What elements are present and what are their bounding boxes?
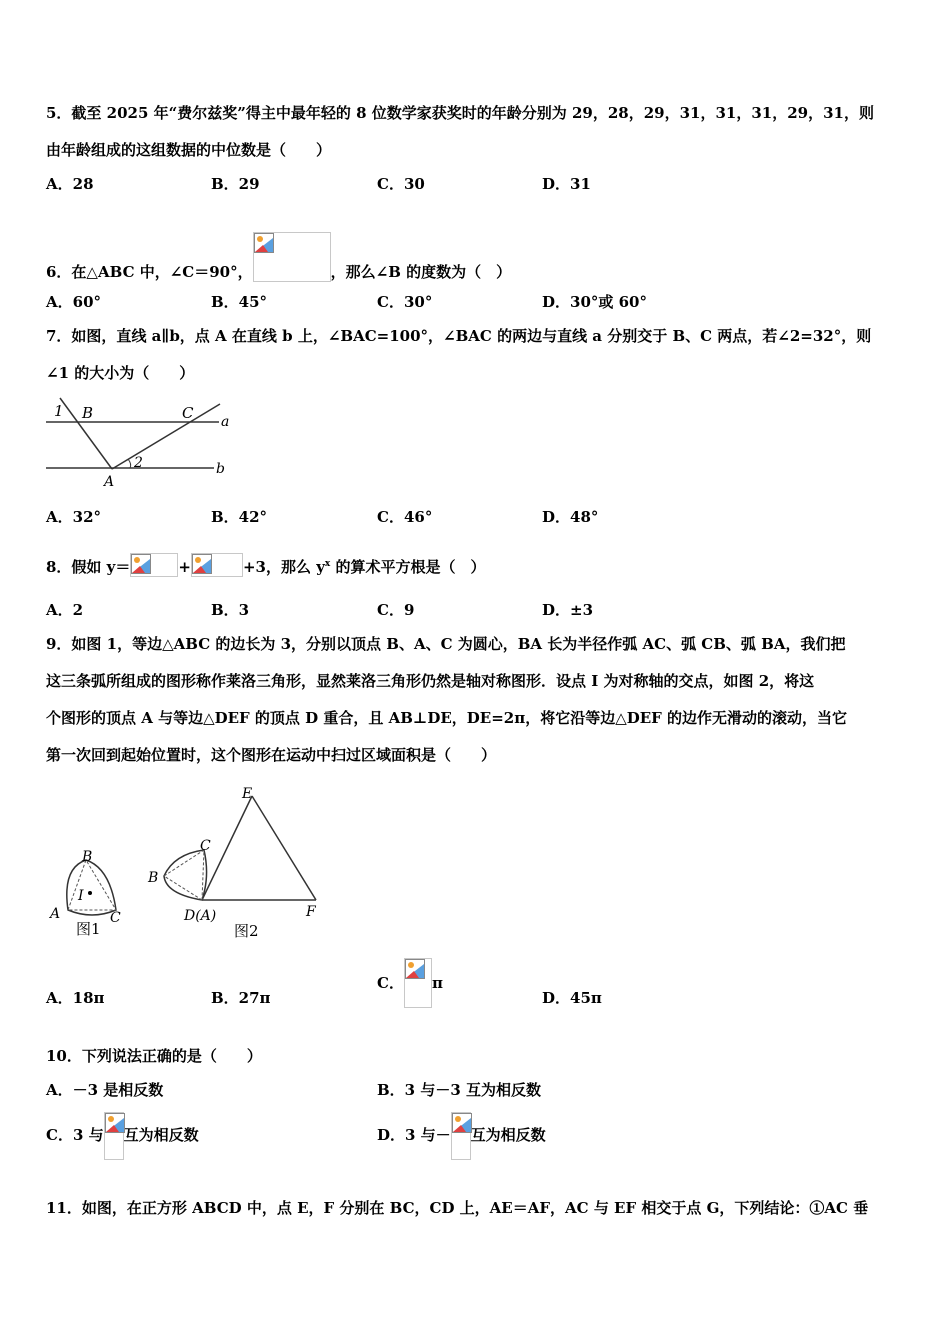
fig1-caption: 图1 (76, 920, 101, 938)
label-angle2: 2 (134, 455, 143, 471)
fig1-label-c: C (110, 910, 121, 926)
q10-option-a: A．－3 是相反数 (46, 1081, 164, 1099)
q8-option-c: C．9 (377, 601, 415, 619)
q8-option-b: B．3 (211, 601, 250, 619)
q5-option-c: C．30 (377, 175, 425, 193)
q8-formula-image-2 (191, 553, 243, 577)
q8-option-d: D．±3 (542, 601, 594, 619)
q8-superscript: x (324, 559, 331, 569)
broken-image-icon (192, 554, 212, 574)
q9-line3: 个图形的顶点 A 与等边△DEF 的顶点 D 重合，且 AB⊥DE，DE=2π，将它沿等边△DEF 的边作无滑动的滚动，当它 (46, 709, 848, 727)
q8-suffix-post: 的算术平方根是（ ） (330, 558, 486, 576)
q5-option-a: A．28 (46, 175, 94, 193)
q9-option-c-suffix: π (431, 974, 443, 992)
q5-option-d: D．31 (542, 175, 591, 193)
q9-option-b: B．27π (211, 989, 271, 1007)
q10-option-d-post: 互为相反数 (470, 1126, 546, 1144)
point-i (88, 891, 92, 895)
q9-option-c-image (404, 958, 432, 1008)
fig1-label-a: A (50, 906, 61, 922)
q10-option-d-image (451, 1112, 471, 1160)
broken-image-icon (131, 554, 151, 574)
q7-option-c: C．46° (377, 508, 433, 526)
q7-line2: ∠1 的大小为（ ） (46, 364, 195, 382)
broken-image-icon (105, 1113, 125, 1133)
label-angle1: 1 (54, 402, 64, 420)
q8-suffix-pre: +3，那么 y (242, 558, 325, 576)
label-line-a: a (221, 414, 230, 430)
angle2-arc (128, 459, 131, 468)
fig2-label-e: E (242, 786, 253, 802)
q6-suffix: ，那么∠B 的度数为（ ） (330, 263, 512, 281)
q7-line1: 7．如图，直线 a∥b，点 A 在直线 b 上，∠BAC=100°，∠BAC 的两边与直线 a 分别交于 B、C 两点，若∠2=32°，则 (46, 327, 872, 345)
q11-line1: 11．如图，在正方形 ABCD 中，点 E，F 分别在 BC，CD 上，AE＝AF，AC 与 EF 相交于点 G，下列结论：①AC 垂 (46, 1199, 869, 1217)
q6-option-d: D．30°或 60° (542, 293, 647, 311)
q9-option-c (377, 958, 443, 1008)
q10-option-d-pre: D．3 与－ (377, 1126, 451, 1144)
fig1-label-b: B (82, 849, 93, 865)
q7-option-d: D．48° (542, 508, 599, 526)
q9-figure2 (144, 784, 326, 942)
q9-option-d: D．45π (542, 989, 602, 1007)
q10-stem: 10．下列说法正确的是（ ） (46, 1047, 262, 1065)
q6-option-b: B．45° (211, 293, 268, 311)
broken-image-icon (405, 959, 425, 979)
q10-option-d (377, 1110, 546, 1160)
inner-triangle-dashed-2 (164, 850, 204, 900)
q6-formula-image (253, 232, 331, 282)
q8-prefix: 8．假如 y＝ (46, 558, 131, 576)
q6-option-c: C．30° (377, 293, 433, 311)
q9-option-c-label: C． (377, 974, 404, 992)
q7-option-b: B．42° (211, 508, 268, 526)
broken-image-icon (452, 1113, 472, 1133)
q10-option-c (46, 1110, 199, 1160)
segment-ef (252, 796, 316, 900)
q10-option-c-post: 互为相反数 (123, 1126, 199, 1144)
fig2-label-d: D(A) (184, 908, 217, 924)
q9-line2: 这三条弧所组成的图形称作莱洛三角形，显然莱洛三角形仍然是轴对称图形．设点 I 为对称轴的交点，如图 2，将这 (46, 672, 815, 690)
label-line-b: b (216, 461, 225, 477)
q7-option-a: A．32° (46, 508, 102, 526)
fig2-label-c: C (200, 838, 211, 854)
q7-figure (44, 396, 234, 490)
q8-stem (46, 553, 486, 577)
q6-option-a: A．60° (46, 293, 102, 311)
q5-line1: 5．截至 2025 年“费尔兹奖”得主中最年轻的 8 位数学家获奖时的年龄分别为 29，28，29，31，31，31，29，31，则 (46, 104, 874, 122)
q10-option-c-pre: C．3 与 (46, 1126, 104, 1144)
q8-formula-image-1 (130, 553, 178, 577)
q10-option-b: B．3 与－3 互为相反数 (377, 1081, 541, 1099)
q9-option-a: A．18π (46, 989, 105, 1007)
fig2-label-f: F (306, 904, 316, 920)
label-c: C (182, 404, 194, 422)
q6-prefix: 6．在△ABC 中，∠C＝90°， (46, 263, 253, 281)
q6-stem (46, 232, 511, 282)
q5-option-b: B．29 (211, 175, 260, 193)
q8-plus: + (178, 558, 191, 576)
q9-line4: 第一次回到起始位置时，这个图形在运动中扫过区域面积是（ ） (46, 746, 497, 764)
label-b: B (82, 404, 94, 422)
fig1-label-i: I (78, 888, 84, 904)
fig2-label-b: B (148, 870, 159, 886)
label-a-point: A (104, 474, 115, 490)
q10-option-c-image (104, 1112, 124, 1160)
q9-line1: 9．如图 1，等边△ABC 的边长为 3，分别以顶点 B、A、C 为圆心，BA 长为半径作弧 AC、弧 CB、弧 BA，我们把 (46, 635, 846, 653)
fig2-caption: 图2 (234, 922, 259, 940)
q5-line2: 由年龄组成的这组数据的中位数是（ ） (46, 141, 332, 159)
broken-image-icon (254, 233, 274, 253)
q9-figure1 (44, 848, 134, 940)
reuleaux-outline-2 (164, 850, 207, 900)
q8-option-a: A．2 (46, 601, 84, 619)
